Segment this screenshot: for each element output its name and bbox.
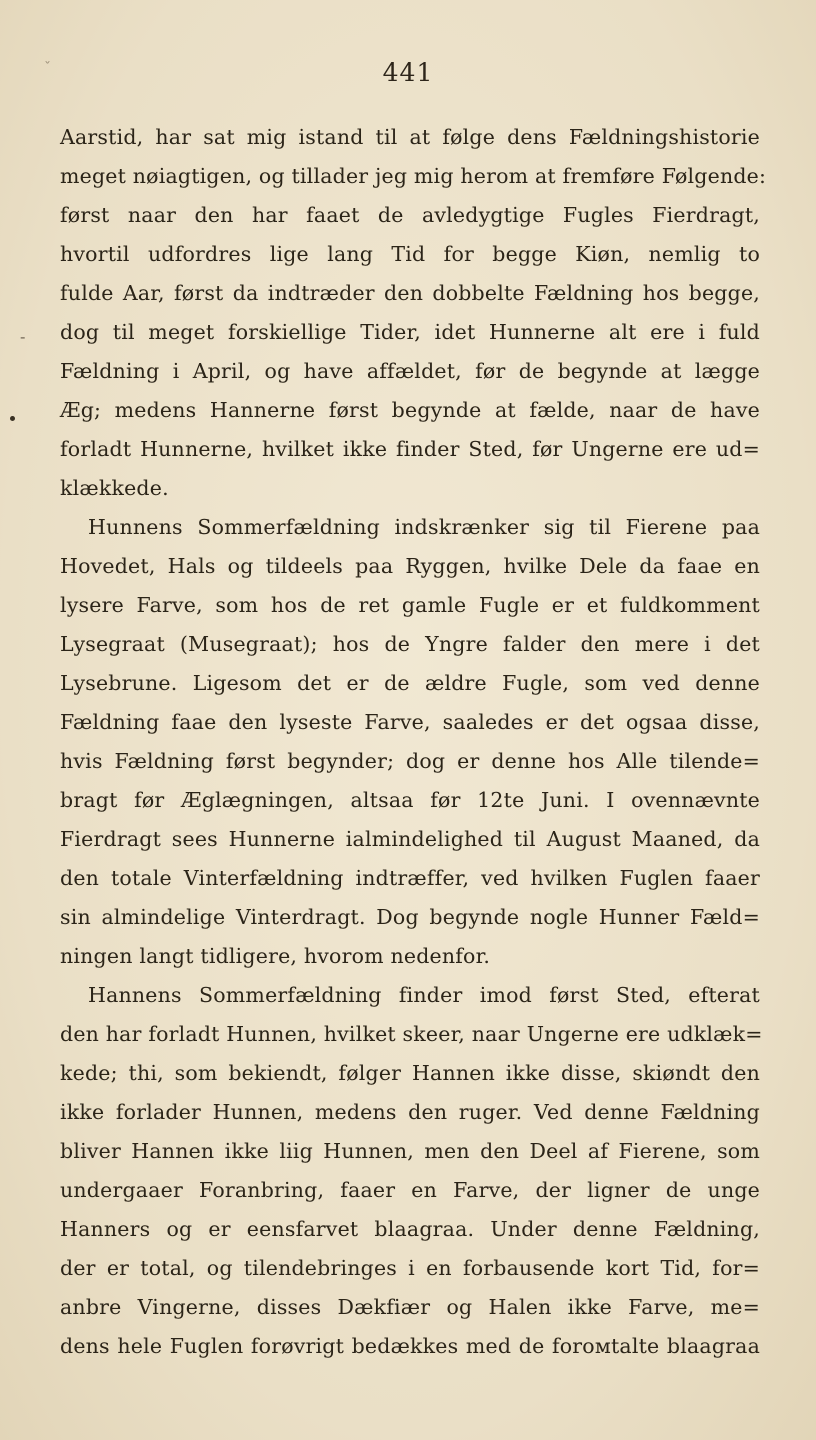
margin-dash: -	[20, 327, 26, 346]
text-line: anbre Vingerne, disses Dækfiær og Halen ikke Farve, me=	[60, 1295, 760, 1319]
text-line: fulde Aar, først da indtræder den dobbelte Fældning hos begge,	[60, 281, 760, 305]
text-line: sin almindelige Vinterdragt. Dog begynde nogle Hunner Fæld=	[60, 905, 760, 929]
text-line: den totale Vinterfældning indtræffer, ved hvilken Fuglen faaer	[60, 866, 760, 890]
text-line: klækkede.	[60, 476, 169, 500]
text-line: bliver Hannen ikke liig Hunnen, men den Deel af Fierene, som	[60, 1139, 760, 1163]
text-line: der er total, og tilendebringes i en forbausende kort Tid, for=	[60, 1256, 760, 1280]
text-line: Fældning i April, og have affældet, før de begynde at lægge	[60, 359, 760, 383]
text-line: Aarstid, har sat mig istand til at følge dens Fældningshistorie	[60, 125, 760, 149]
text-line: hvortil udfordres lige lang Tid for begge Kiøn, nemlig to	[60, 242, 760, 266]
text-line: Hunnens Sommerfældning indskrænker sig til Fierene paa	[88, 515, 760, 539]
text-line: hvis Fældning først begynder; dog er denne hos Alle tilende=	[60, 749, 760, 773]
text-line: undergaaer Foranbring, faaer en Farve, der ligner de unge	[60, 1178, 760, 1202]
text-line: Fierdragt sees Hunnerne ialmindelighed til August Maaned, da	[60, 827, 760, 851]
corner-mark: ˇ	[44, 60, 51, 76]
text-line: dog til meget forskiellige Tider, idet Hunnerne alt ere i fuld	[60, 320, 760, 344]
text-line: Lysebrune. Ligesom det er de ældre Fugle, som ved denne	[60, 671, 760, 695]
text-line: Æg; medens Hannerne først begynde at fælde, naar de have	[60, 398, 760, 422]
text-line: meget nøiagtigen, og tillader jeg mig herom at fremføre Følgende:	[60, 164, 767, 188]
text-line: Fældning faae den lyseste Farve, saaledes er det ogsaa disse,	[60, 710, 760, 734]
text-line: kede; thi, som bekiendt, følger Hannen ikke disse, skiøndt den	[60, 1061, 760, 1085]
text-line: forladt Hunnerne, hvilket ikke finder Sted, før Ungerne ere ud=	[60, 437, 760, 461]
text-line: først naar den har faaet de avledygtige Fugles Fierdragt,	[60, 203, 760, 227]
text-line: Lysegraat (Musegraat); hos de Yngre falder den mere i det	[60, 632, 760, 656]
text-line: dens hele Fuglen forøvrigt bedækkes med de forомtalte blaagraa	[60, 1334, 760, 1358]
text-line: Hannens Sommerfældning finder imod først Sted, efterat	[88, 983, 760, 1007]
text-line: lysere Farve, som hos de ret gamle Fugle er et fuldkomment	[60, 593, 760, 617]
text-line: ikke forlader Hunnen, medens den ruger. Ved denne Fældning	[60, 1100, 760, 1124]
text-line: Hanners og er eensfarvet blaagraa. Under denne Fældning,	[60, 1217, 760, 1241]
body-text	[60, 118, 767, 1366]
page-number: 441	[382, 58, 434, 87]
text-line: den har forladt Hunnen, hvilket skeer, naar Ungerne ere udklæk=	[60, 1022, 763, 1046]
text-line: ningen langt tidligere, hvorom nedenfor.	[60, 944, 491, 968]
margin-dot	[10, 416, 15, 421]
text-line: Hovedet, Hals og tildeels paa Ryggen, hvilke Dele da faae en	[60, 554, 760, 578]
text-line: bragt før Æglægningen, altsaa før 12te Juni. I ovennævnte	[60, 788, 760, 812]
